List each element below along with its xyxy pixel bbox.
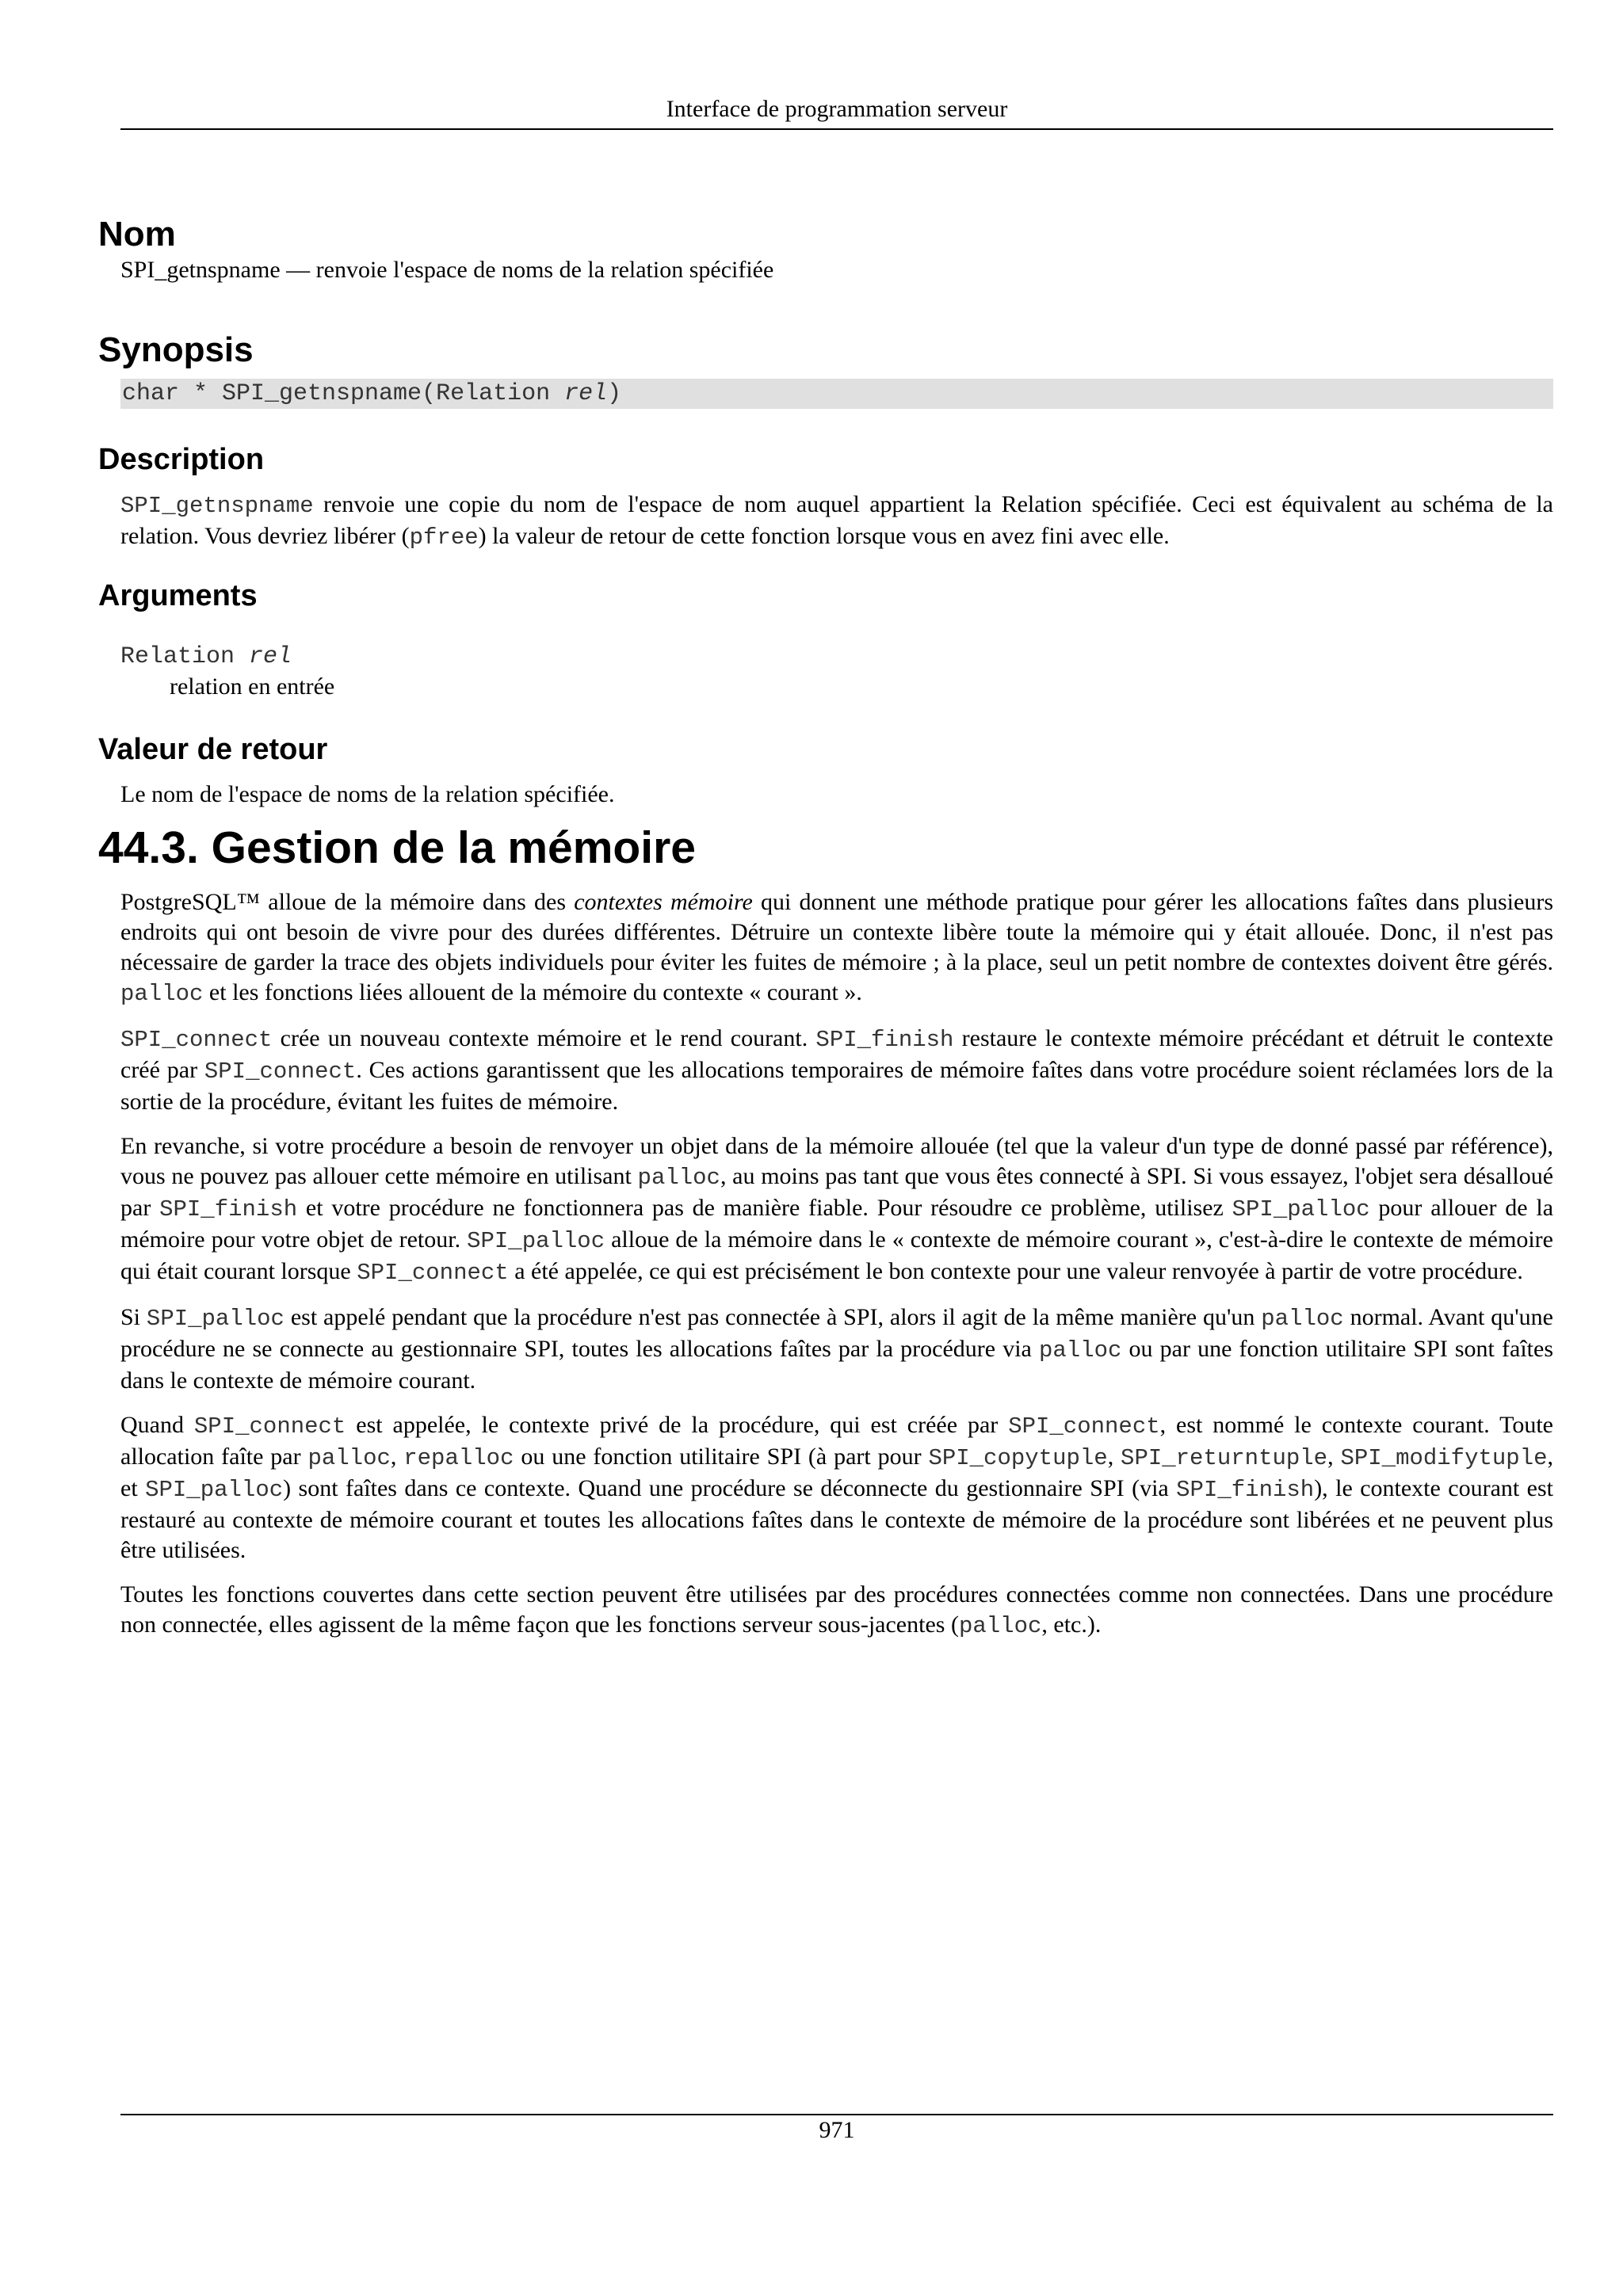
header-rule <box>120 128 1553 130</box>
synopsis-code-param: rel <box>564 380 608 407</box>
text-run: , <box>1107 1444 1121 1470</box>
inline-code: SPI_connect <box>1008 1413 1160 1440</box>
return-value-text: Le nom de l'espace de noms de la relation spécifiée. <box>120 781 615 807</box>
text-run: restaure le contexte mémoire précédant et détruit le contexte créé par <box>120 1025 1553 1083</box>
inline-code: SPI_finish <box>1176 1477 1315 1503</box>
text-run: ou une fonction utilitaire SPI (à part pour <box>514 1444 929 1470</box>
inline-code: SPI_modifytuple <box>1340 1445 1548 1471</box>
synopsis-code <box>120 379 1553 409</box>
inline-code: SPI_copytuple <box>928 1445 1108 1471</box>
inline-code: SPI_finish <box>159 1196 298 1222</box>
inline-code: palloc <box>637 1165 720 1191</box>
inline-code: repalloc <box>403 1445 514 1471</box>
text-run: , est nommé le contexte courant. Toute allocation faîte par <box>120 1412 1553 1470</box>
section-paragraph-1 <box>120 887 1553 1009</box>
inline-code: SPI_finish <box>815 1027 954 1053</box>
text-run: Si <box>120 1304 147 1330</box>
page-number: 971 <box>819 2117 855 2143</box>
text-run: , etc.). <box>1041 1611 1102 1638</box>
inline-code: SPI_getnspname <box>120 493 314 519</box>
text-run: ) sont faîtes dans ce contexte. Quand une procédure se déconnecte du gestionnaire SPI (via <box>283 1475 1177 1501</box>
text-run: crée un nouveau contexte mémoire et le rend courant. <box>272 1025 816 1051</box>
argument-description: relation en entrée <box>170 673 335 700</box>
text-run: et votre procédure ne fonctionnera pas de manière fiable. Pour résoudre ce problème, utilisez <box>297 1195 1232 1221</box>
text-run: normal. Avant qu'une procédure ne se connecte au gestionnaire SPI, toutes les allocations faîtes par la procédure via <box>120 1304 1553 1362</box>
section-paragraph-4 <box>120 1302 1553 1396</box>
text-run: , et <box>120 1444 1553 1501</box>
section-title: 44.3. Gestion de la mémoire <box>98 822 696 873</box>
inline-code: SPI_connect <box>193 1413 346 1440</box>
argument-type: Relation <box>120 643 250 670</box>
text-run: Quand <box>120 1412 194 1438</box>
inline-code: palloc <box>120 981 204 1007</box>
text-run: . Ces actions garantissent que les allocations temporaires de mémoire faîtes dans votre procédure soient réclamées lors de la sortie de la procédure, évitant les fuites de mémoire. <box>120 1057 1553 1115</box>
running-header: Interface de programmation serveur <box>666 96 1008 122</box>
section-paragraph-2 <box>120 1024 1553 1117</box>
inline-code: pfree <box>409 524 479 551</box>
text-run: a été appelée, ce qui est précisément le bon contexte pour une valeur renvoyée à partir de votre procédure. <box>508 1258 1523 1284</box>
text-run: pour allouer de la mémoire pour votre objet de retour. <box>120 1195 1554 1253</box>
text-run: Toutes les fonctions couvertes dans cette section peuvent être utilisées par des procédures connectées comme non connectées. Dans une procédure non connectée, elles agissent de la même façon que les fonctions serveur sous-jacentes ( <box>120 1581 1553 1638</box>
inline-code: SPI_palloc <box>467 1228 605 1254</box>
synopsis-code-prefix: char * SPI_getnspname(Relation <box>122 380 565 407</box>
text-run: , <box>1327 1444 1341 1470</box>
inline-code: SPI_palloc <box>146 1306 285 1332</box>
inline-code: SPI_connect <box>357 1260 509 1286</box>
text-run: En revanche, si votre procédure a besoin de renvoyer un objet dans de la mémoire allouée (tel que la valeur d'un type de donné passé par référence), vous ne pouvez pas allouer cette mémoire en utilisant <box>120 1133 1553 1189</box>
text-run: , au moins pas tant que vous êtes connecté à SPI. Si vous essayez, l'objet sera désalloué par <box>120 1163 1554 1221</box>
text-run: ) la valeur de retour de cette fonction lorsque vous en avez fini avec elle. <box>478 523 1170 549</box>
text-run: renvoie une copie du nom de l'espace de nom auquel appartient la Relation spécifiée. Ceci est équivalent au schéma de la relation. Vous devriez libérer ( <box>120 491 1553 549</box>
return-value-heading: Valeur de retour <box>98 733 328 766</box>
text-run: est appelé pendant que la procédure n'est pas connectée à SPI, alors il agit de la même manière qu'un <box>284 1304 1262 1330</box>
inline-code: SPI_connect <box>204 1058 357 1085</box>
inline-code: palloc <box>307 1445 391 1471</box>
text-run: ), le contexte courant est restauré au contexte de mémoire courant et toutes les allocations faîtes dans le contexte de mémoire de la procédure sont libérées et ne peuvent plus être utilisées. <box>120 1475 1553 1563</box>
page-content <box>98 214 1553 1642</box>
inline-code: SPI_returntuple <box>1121 1445 1328 1471</box>
argument-name: rel <box>249 643 292 670</box>
description-heading: Description <box>98 443 265 476</box>
section-paragraph-3 <box>120 1131 1553 1288</box>
synopsis-heading: Synopsis <box>98 330 254 369</box>
text-run: PostgreSQL™ alloue de la mémoire dans des <box>120 889 575 915</box>
inline-code: SPI_connect <box>120 1027 273 1053</box>
description-text <box>120 490 1553 553</box>
inline-code: SPI_palloc <box>145 1477 284 1503</box>
text-run: et les fonctions liées allouent de la mémoire du contexte « courant ». <box>203 979 862 1005</box>
text-run: qui donnent une méthode pratique pour gérer les allocations faîtes dans plusieurs endroits qui ont besoin de vivre pour des durées différentes. Détruire un contexte libère toute la mémoire qui y était allouée. Donc, il n'est pas nécessaire de garder la trace des objets individuels pour éviter les fuites de mémoire ; à la place, seul un petit nombre de contextes doivent être gérés. <box>120 889 1553 975</box>
section-paragraph-6 <box>120 1580 1553 1642</box>
text-run: ou par une fonction utilitaire SPI sont faîtes dans le contexte de mémoire courant. <box>120 1336 1553 1394</box>
argument-term <box>120 642 1553 672</box>
inline-code: palloc <box>1261 1306 1344 1332</box>
inline-code: SPI_palloc <box>1232 1196 1370 1222</box>
arguments-heading: Arguments <box>98 579 258 612</box>
synopsis-code-suffix: ) <box>607 380 622 407</box>
section-paragraph-5 <box>120 1410 1553 1566</box>
inline-code: palloc <box>958 1613 1042 1639</box>
emphasis: contextes mémoire <box>574 889 753 915</box>
inline-code: palloc <box>1038 1337 1122 1363</box>
name-text: SPI_getnspname — renvoie l'espace de noms de la relation spécifiée <box>120 257 774 283</box>
text-run: alloue de la mémoire dans le « contexte de mémoire courant », c'est-à-dire le contexte de mémoire qui était courant lorsque <box>120 1226 1553 1284</box>
text-run: est appelée, le contexte privé de la procédure, qui est créée par <box>346 1412 1009 1438</box>
name-heading: Nom <box>98 215 176 254</box>
text-run: , <box>390 1444 404 1470</box>
